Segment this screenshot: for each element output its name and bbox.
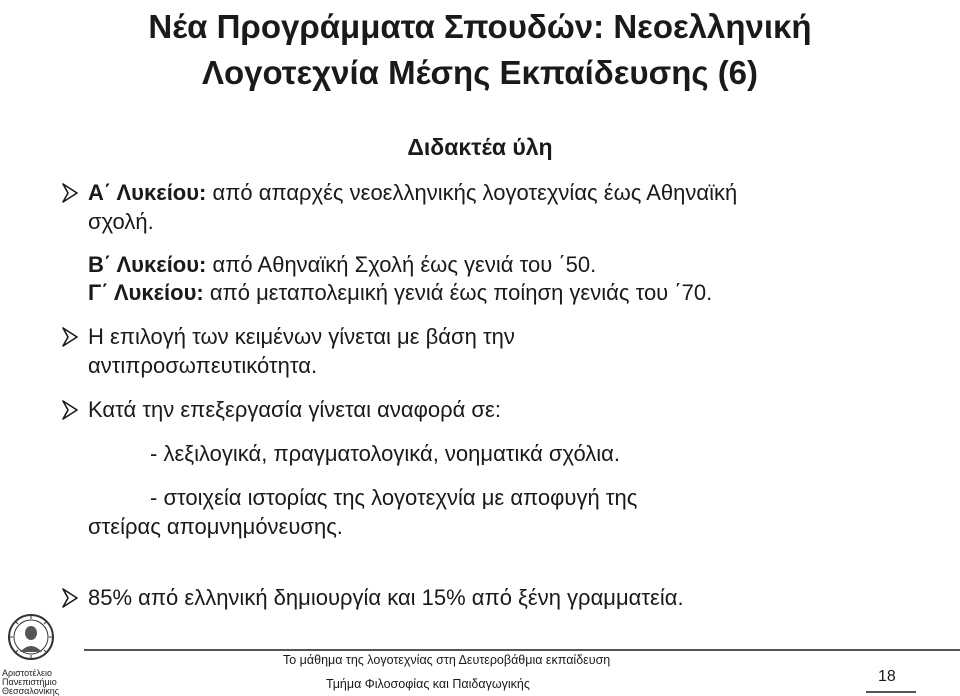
slide-title [0,4,960,96]
sub-item-history-line-2: στείρας απομνημόνευσης. [88,514,343,539]
bullet-a-lyceum [88,178,737,208]
sub-item-comments: - λεξιλογικά, πραγματολογικά, νοηματικά σχόλια. [150,441,620,466]
slide-title-line-2: Λογοτεχνία Μέσης Εκπαίδευσης (6) [201,54,759,91]
bullet-b-label: Β΄ Λυκείου: [88,252,207,277]
university-name-line-3: Θεσσαλονίκης [2,686,60,696]
footer-department: Τμήμα Φιλοσοφίας και Παιδαγωγικής [326,677,530,691]
bullet-c-lyceum [88,278,712,308]
bullet-b-text: από Αθηναϊκή Σχολή έως γενιά του ΄50. [206,252,597,277]
arrow-bullet-icon [62,588,78,608]
university-seal-icon [6,612,56,668]
arrow-bullet-icon [62,400,78,420]
section-heading: Διδακτέα ύλη [407,134,553,160]
slide-title-line-1: Νέα Προγράμματα Σπουδών: Νεοελληνική [148,8,812,45]
university-name-line-1: Αριστοτέλειο [2,668,53,678]
bullet-processing: Κατά την επεξεργασία γίνεται αναφορά σε: [88,397,501,422]
arrow-bullet-icon [62,327,78,347]
bullet-a-text: από απαρχές νεοελληνικής λογοτεχνίας έως Αθηναϊκή [206,180,738,205]
bullet-ratio: 85% από ελληνική δημιουργία και 15% από ξένη γραμματεία. [88,585,684,610]
bullet-c-text: από μεταπολεμική γενιά έως ποίηση γενιάς του ΄70. [203,280,713,305]
bullet-b-lyceum [88,250,596,280]
footer-divider [84,649,960,651]
sub-item-history-line-1: - στοιχεία ιστορίας της λογοτεχνία με αποφυγή της [150,485,638,510]
footer-course: Το μάθημα της λογοτεχνίας στη Δευτεροβάθμια εκπαίδευση [283,653,611,667]
bullet-selection-line-1: Η επιλογή των κειμένων γίνεται με βάση την [88,324,515,349]
bullet-c-label: Γ΄ Λυκείου: [88,280,204,305]
page-number: 18 [878,668,896,685]
university-name-line-2: Πανεπιστήμιο [2,677,57,687]
bullet-a-continuation: σχολή. [88,209,154,234]
arrow-bullet-icon [62,183,78,203]
bullet-selection-line-2: αντιπροσωπευτικότητα. [88,353,318,378]
bullet-a-label: Α΄ Λυκείου: [88,180,207,205]
